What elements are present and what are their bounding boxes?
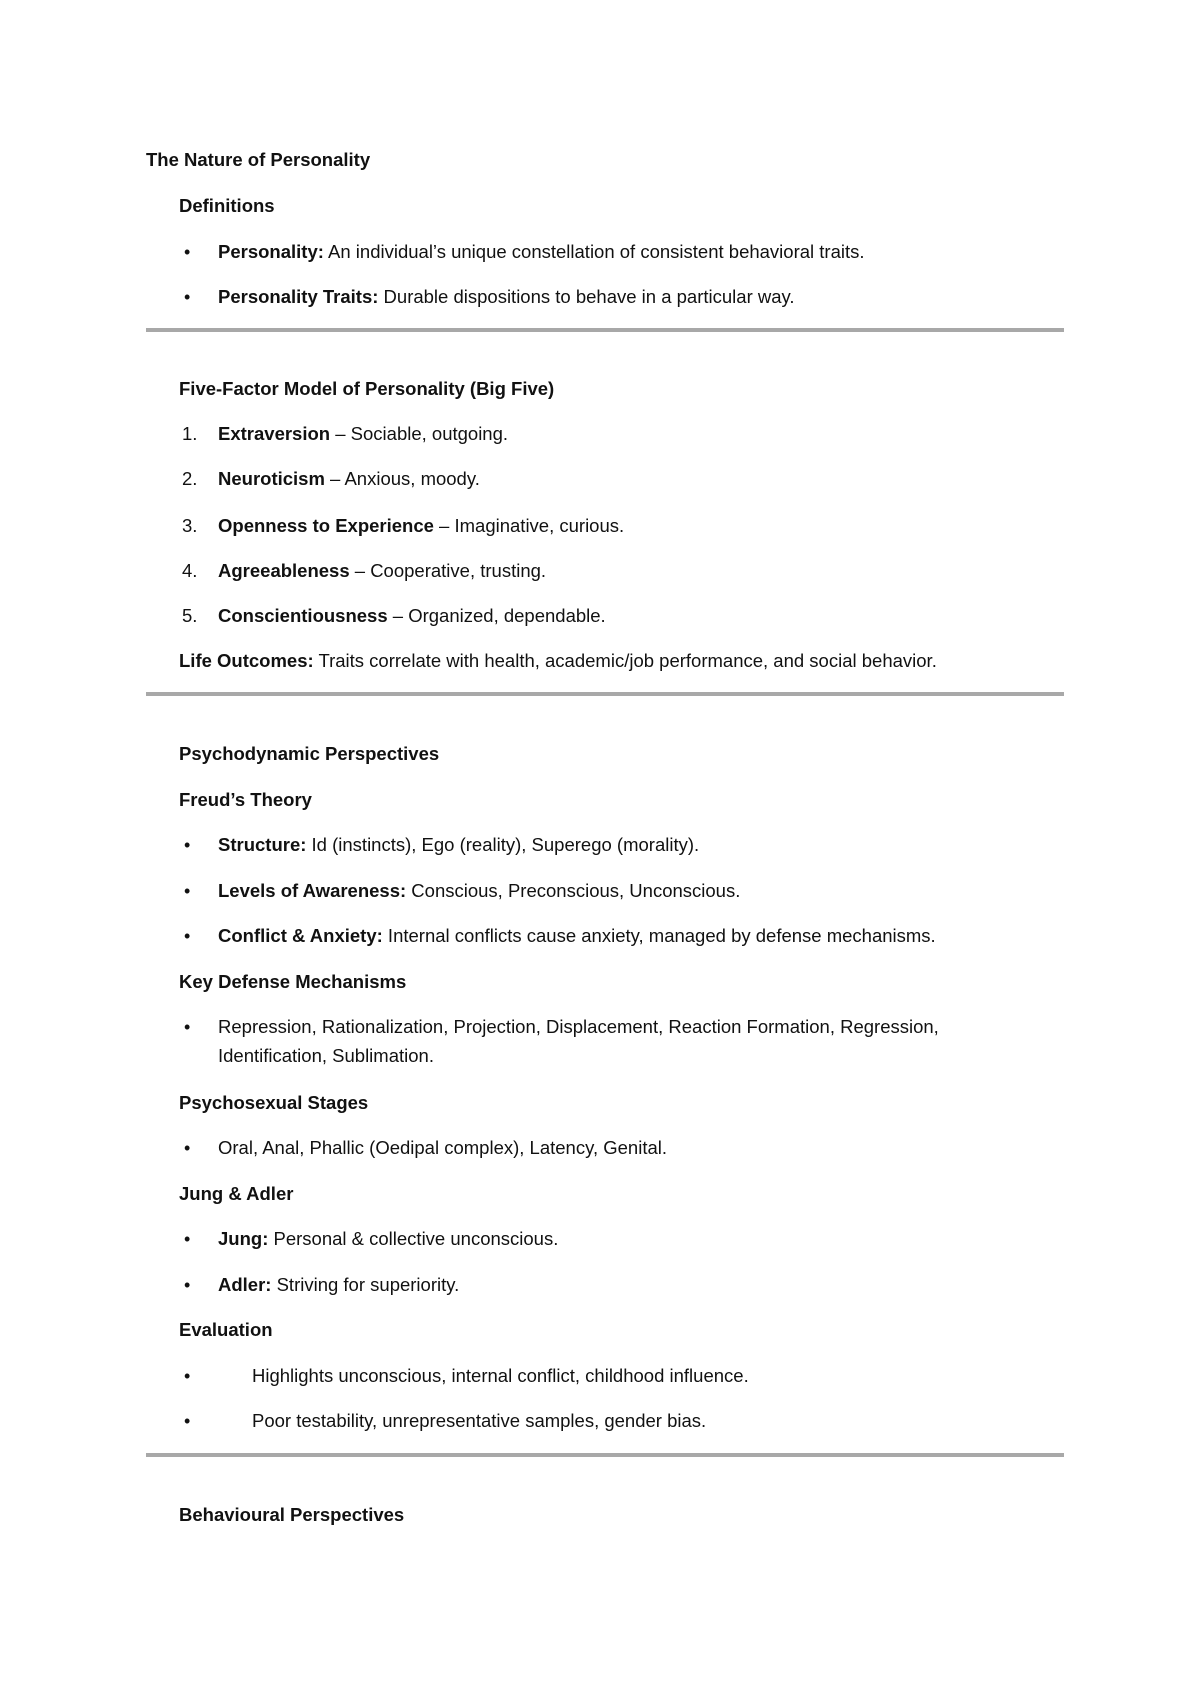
item-number: 1. xyxy=(182,423,198,444)
life-outcomes-text: Traits correlate with health, academic/job performance, and social behavior. xyxy=(313,650,937,671)
section-divider xyxy=(146,328,1064,332)
life-outcomes-label: Life Outcomes: xyxy=(179,650,314,671)
life-outcomes xyxy=(179,649,937,673)
definition-term: Personality Traits: xyxy=(218,286,379,307)
trait-description: – Sociable, outgoing. xyxy=(330,423,509,444)
bullet-icon: • xyxy=(184,1411,191,1431)
jung-adler-heading: Jung & Adler xyxy=(179,1183,294,1204)
definition-term: Personality: xyxy=(218,241,324,262)
bullet-icon: • xyxy=(184,287,191,307)
bullet-icon: • xyxy=(184,1275,191,1295)
bullet-icon: • xyxy=(184,1229,191,1249)
evaluation-point: Highlights unconscious, internal conflict, childhood influence. xyxy=(252,1365,749,1386)
concept-term: Levels of Awareness: xyxy=(218,880,407,901)
bullet-icon: • xyxy=(184,1017,191,1037)
theorist-text: Personal & collective unconscious. xyxy=(268,1228,559,1249)
concept-text: Internal conflicts cause anxiety, managed by defense mechanisms. xyxy=(382,925,936,946)
trait-name: Openness to Experience xyxy=(218,515,434,536)
bullet-icon: • xyxy=(184,242,191,262)
psychodynamic-heading: Psychodynamic Perspectives xyxy=(179,743,440,764)
big-five-heading: Five-Factor Model of Personality (Big Five) xyxy=(179,378,555,399)
evaluation-heading: Evaluation xyxy=(179,1319,273,1340)
item-number: 3. xyxy=(182,515,198,536)
item-number: 2. xyxy=(182,468,198,489)
trait-name: Conscientiousness xyxy=(218,605,388,626)
theorist-name: Jung: xyxy=(218,1228,269,1249)
definition-text: An individual’s unique constellation of consistent behavioral traits. xyxy=(323,241,865,262)
defense-heading: Key Defense Mechanisms xyxy=(179,971,407,992)
bullet-icon: • xyxy=(184,1138,191,1158)
trait-description: – Imaginative, curious. xyxy=(433,515,625,536)
definitions-heading: Definitions xyxy=(179,195,275,216)
defense-list-line: Repression, Rationalization, Projection, Displacement, Reaction Formation, Regression, xyxy=(218,1016,939,1037)
psychosexual-heading: Psychosexual Stages xyxy=(179,1092,369,1113)
item-number: 5. xyxy=(182,605,198,626)
trait-name: Neuroticism xyxy=(218,468,325,489)
concept-term: Structure: xyxy=(218,834,307,855)
concept-text: Conscious, Preconscious, Unconscious. xyxy=(406,880,741,901)
trait-description: – Organized, dependable. xyxy=(387,605,606,626)
section-divider xyxy=(146,1453,1064,1457)
trait-name: Extraversion xyxy=(218,423,331,444)
section-divider xyxy=(146,692,1064,696)
trait-description: – Anxious, moody. xyxy=(324,468,480,489)
bullet-icon: • xyxy=(184,1366,191,1386)
concept-text: Id (instincts), Ego (reality), Superego (morality). xyxy=(306,834,700,855)
item-number: 4. xyxy=(182,560,198,581)
concept-term: Conflict & Anxiety: xyxy=(218,925,383,946)
behavioural-heading: Behavioural Perspectives xyxy=(179,1504,405,1525)
bullet-icon: • xyxy=(184,835,191,855)
freud-heading: Freud’s Theory xyxy=(179,789,312,810)
theorist-name: Adler: xyxy=(218,1274,272,1295)
trait-name: Agreeableness xyxy=(218,560,350,581)
bullet-icon: • xyxy=(184,926,191,946)
psychosexual-text: Oral, Anal, Phallic (Oedipal complex), Latency, Genital. xyxy=(218,1137,668,1158)
evaluation-point: Poor testability, unrepresentative samples, gender bias. xyxy=(252,1410,707,1431)
definition-text: Durable dispositions to behave in a particular way. xyxy=(378,286,795,307)
document-title: The Nature of Personality xyxy=(146,149,371,170)
bullet-icon: • xyxy=(184,881,191,901)
trait-description: – Cooperative, trusting. xyxy=(349,560,547,581)
theorist-text: Striving for superiority. xyxy=(271,1274,460,1295)
defense-list-line: Identification, Sublimation. xyxy=(218,1045,434,1066)
